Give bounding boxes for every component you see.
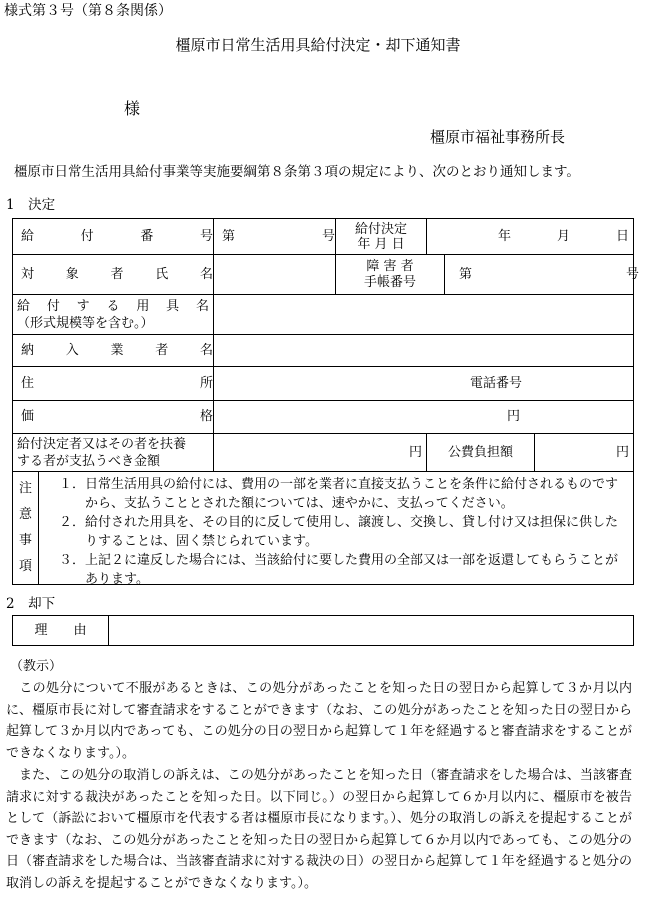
reason-label: 理 由 <box>13 616 109 646</box>
section-decision-heading: 1 決定 <box>6 197 56 213</box>
form-number: 様式第３号（第８条関係） <box>4 3 172 19</box>
instruction-paragraph-2: また、この処分の取消しの訴えは、この処分があったことを知った日（審査請求をした場合は、当該審査請求に対する裁決があったことを知った日。以下同じ。）の翌日から起算して６か月以内に、橿原市を被告として（訴訟において橿原市を代表する者は橿原市長になります。）、処分の取消しの訴えを提起することができます（なお、この処分があったことを知った日の翌日から起算して６か月以内であっても、この処分の日（審査請求をした場合は、当該審査請求に対する裁決の日）の翌日から起算して１年を経過すると処分の取消しの訴えを提起することができなくなります。）。 <box>6 768 632 891</box>
recipient-name-field[interactable] <box>214 255 336 295</box>
rejection-table <box>12 615 634 646</box>
instruction-paragraph-1: この処分について不服があるときは、この処分があったことを知った日の翌日から起算して３か月以内に、橿原市長に対して審査請求をすることができます（なお、この処分があったことを知った日の翌日から起算して３か月以内であっても、この処分の日の翌日から起算して１年を経過すると審査請求をすることができなくなります。）。 <box>6 681 632 761</box>
note-line: から、支払うこととされた額については、速やかに、支払ってください。 <box>59 496 514 511</box>
price-label: 価 格 <box>13 401 214 434</box>
row-price <box>13 401 634 434</box>
row-recipient <box>13 255 634 295</box>
instruction-heading: （教示） <box>10 659 63 674</box>
decision-date-field[interactable]: 年 月 日 <box>427 219 634 255</box>
grant-number-label: 給 付 番 号 <box>13 219 214 255</box>
address-field[interactable] <box>214 367 634 401</box>
item-name-label: 給 付 す る 用 具 名 （形式規模等を含む。） <box>13 295 214 335</box>
decision-date-label: 給付決定 年 月 日 <box>336 219 427 255</box>
intro-text: 橿原市日常生活用具給付事業等実施要綱第８条第３項の規定により、次のとおり通知します。 <box>14 164 580 180</box>
vendor-label: 納 入 業 者 名 <box>13 335 214 367</box>
row-payment <box>13 434 634 472</box>
notes-list <box>39 472 619 587</box>
public-burden-label: 公費負担額 <box>427 434 535 472</box>
recipient-name-label: 対 象 者 氏 名 <box>13 255 214 295</box>
public-burden-field[interactable]: 円 <box>535 434 634 472</box>
note-line: １．日常生活用具の給付には、費用の一部を業者に直接支払うことを条件に給付されるものです <box>59 477 619 492</box>
address-label: 住 所 <box>13 367 214 401</box>
row-address <box>13 367 634 401</box>
reason-field[interactable] <box>109 616 634 646</box>
row-grant-number <box>13 219 634 255</box>
payer-amount-label: 給付決定者又はその者を扶養 する者が支払うべき金額 <box>13 434 214 472</box>
row-item <box>13 295 634 335</box>
row-vendor <box>13 335 634 367</box>
decision-table <box>12 218 640 587</box>
item-name-field[interactable] <box>214 295 634 335</box>
phone-label: 電話番号 <box>470 375 523 391</box>
addressee-suffix: 様 <box>124 99 141 118</box>
price-field[interactable] <box>214 401 634 434</box>
certificate-number-field[interactable]: 第 号 <box>445 255 634 295</box>
note-line: ３．上記２に違反した場合には、当該給付に要した費用の全部又は一部を返還してもらうことが <box>59 553 619 568</box>
note-line: りすることは、固く禁じられています。 <box>59 534 318 549</box>
document-title: 橿原市日常生活用具給付決定・却下通知書 <box>175 36 461 54</box>
notes-label: 注 意 事 項 <box>13 472 39 584</box>
vendor-field[interactable] <box>214 335 634 367</box>
note-line: ２．給付された用具を、その目的に反して使用し、譲渡し、交換し、貸し付け又は担保に供した <box>59 515 619 530</box>
grant-number-field[interactable]: 第 号 <box>214 219 336 255</box>
issuer: 橿原市福祉事務所長 <box>430 128 566 146</box>
section-rejection-heading: 2 却下 <box>6 596 56 612</box>
certificate-number-label: 障 害 者 手帳番号 <box>336 255 445 295</box>
row-notes <box>13 472 634 585</box>
note-line: あります。 <box>59 572 149 587</box>
notes-cell <box>13 472 634 585</box>
payer-amount-field[interactable]: 円 <box>214 434 427 472</box>
price-unit: 円 <box>507 409 521 424</box>
